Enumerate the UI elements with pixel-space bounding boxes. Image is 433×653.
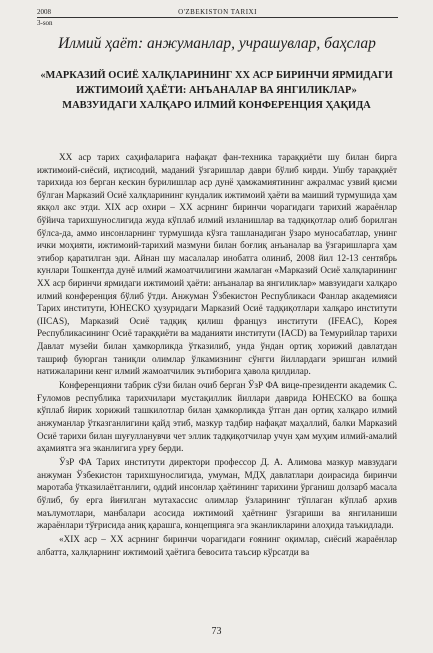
header-year: 2008: [37, 8, 51, 16]
header-rule: [37, 17, 398, 18]
body-paragraph: ЎзР ФА Тарих институти директори профессор Д. А. Алимова мазкур мавзудаги анжуман Ўзбекистон тарихшунослигида, умуман, МДҲ давлатлари доирасида биринчи маротаба ўтказилаётганлиги, оддий инсонлар ҳаётининг тарихини ўрганиш долзарб масала бўлиб, бу ерга йиғилган мутахассис олимлар ўзларининг тўплаган кўплаб архив маълумотлари, манбалари асосида ижтимоий ҳаётнинг ўзгариши ва янгиланиши жараёнлари тўғрисида аниқ қарашга, концепцияга эга эканликларини алоҳида таъкидлади.: [37, 457, 397, 531]
article-body: [37, 151, 397, 560]
section-heading: Илмий ҳаёт: анжуманлар, учрашувлар, баҳслар: [58, 35, 376, 52]
body-paragraph: Конференцияни табрик сўзи билан очиб берган ЎзР ФА вице-президенти академик С. Ғуломов республика тарихчилари мустақиллик йиллари даврида ЮНЕСКО ва бошқа кўплаб йирик хорижий ташкилотлар билан ҳамкорликда ўтган дан ортиқ халқаро илмий анжуманлар ўтказганлигини қайд этиб, мазкур тадбир нафақат маҳаллий, балки Марказий Осиё тарихи билан шуғулланувчи чет эллик тадқиқотчилар учун ҳам муҳим илмий-амалий аҳамиятга эга эканлигига урғу берди.: [37, 380, 397, 454]
header-journal-title: O'ZBEKISTON TARIXI: [178, 8, 257, 16]
page-number: 73: [211, 626, 222, 637]
body-paragraph: ХХ аср тарих саҳифаларига нафақат фан-техника тараққиёти шу билан бирга ижтимоий-сиёсий, иқтисодий, маданий ўзгаришлар даври бўлиб кирди. Ушбу тараққиёт тарихида юз берган кескин бурилишлар аср дунё ҳамжамиятининг ажралмас узвий қисми бўлган Марказий Осиё халқларининг кундалик ижтимоий ҳаёти ва маиший турмушида ҳам якқол акс этди. XIX аср охири – XX асрнинг биринчи чорагидаги тарихий жараёнлар бўйича тарихшунослигида жуда кўплаб илмий изланишлар ва тадқиқотлар олиб борилган бўлса-да, аммо инсонларнинг турмушида кўзга ташланадиган ўзаро муносабатлар, унинг ички моҳияти, ижтимоий-тарихий мазмуни билан боғлиқ анъаналар ва ўзгаришларга ҳам этибор қаратилган эди. Айнан шу масалалар инобатга олиниб, 2008 йил 12-13 сентябрь кунлари Тошкентда дунё илмий жамоатчилигини жамлаган «Марказий Осиё халқларининг ХХ аср биринчи ярмидаги ижтимоий ҳаёти: анъаналар ва янгиликлар» мавзуидаги халқаро илмий конференция бўлиб ўтди. Анжуман Ўзбекистон Республикаси Фанлар академияси Тарих институти, ЮНЕСКО ҳузуридаги Марказий Осиё тадқиқотлари халқаро институти (IICAS), Марказий Осиё тадқиқ қилиш француз институти (IFEAC), Корея Республикасининг Осиё тараққиёти ва маданияти институти (IACD) ва Темурийлар тарихи Давлат музейи билан ҳамкорликда ўтказилиб, унда ўндан ортиқ хорижий давлатдан ташриф буюрган таниқли олимлар ўлкамизнинг сўнгги йиллардаги эришган илмий натижаларини кенг илмий жамоатчилик эътиборига ҳавола қилдилар.: [37, 152, 397, 377]
article-title: «МАРКАЗИЙ ОСИЁ ХАЛҚЛАРИНИНГ ХХ АСР БИРИНЧИ ЯРМИДАГИ ИЖТИМОИЙ ҲАЁТИ: АНЪАНАЛАР ВА ЯНГИЛИКЛАР» МАВЗУИДАГИ ХАЛҚАРО ИЛМИЙ КОНФЕРЕНЦИЯ ҲАҚИДА: [40, 70, 393, 111]
header-issue: 3-son: [37, 19, 53, 27]
body-paragraph: «XIX аср – ХХ асрнинг биринчи чорагидаги ғоянинг оқимлар, сиёсий жараёнлар албатта, халқларнинг ижтимоий ҳаётига бевосита таъсир кўрсатди ва: [37, 534, 397, 557]
